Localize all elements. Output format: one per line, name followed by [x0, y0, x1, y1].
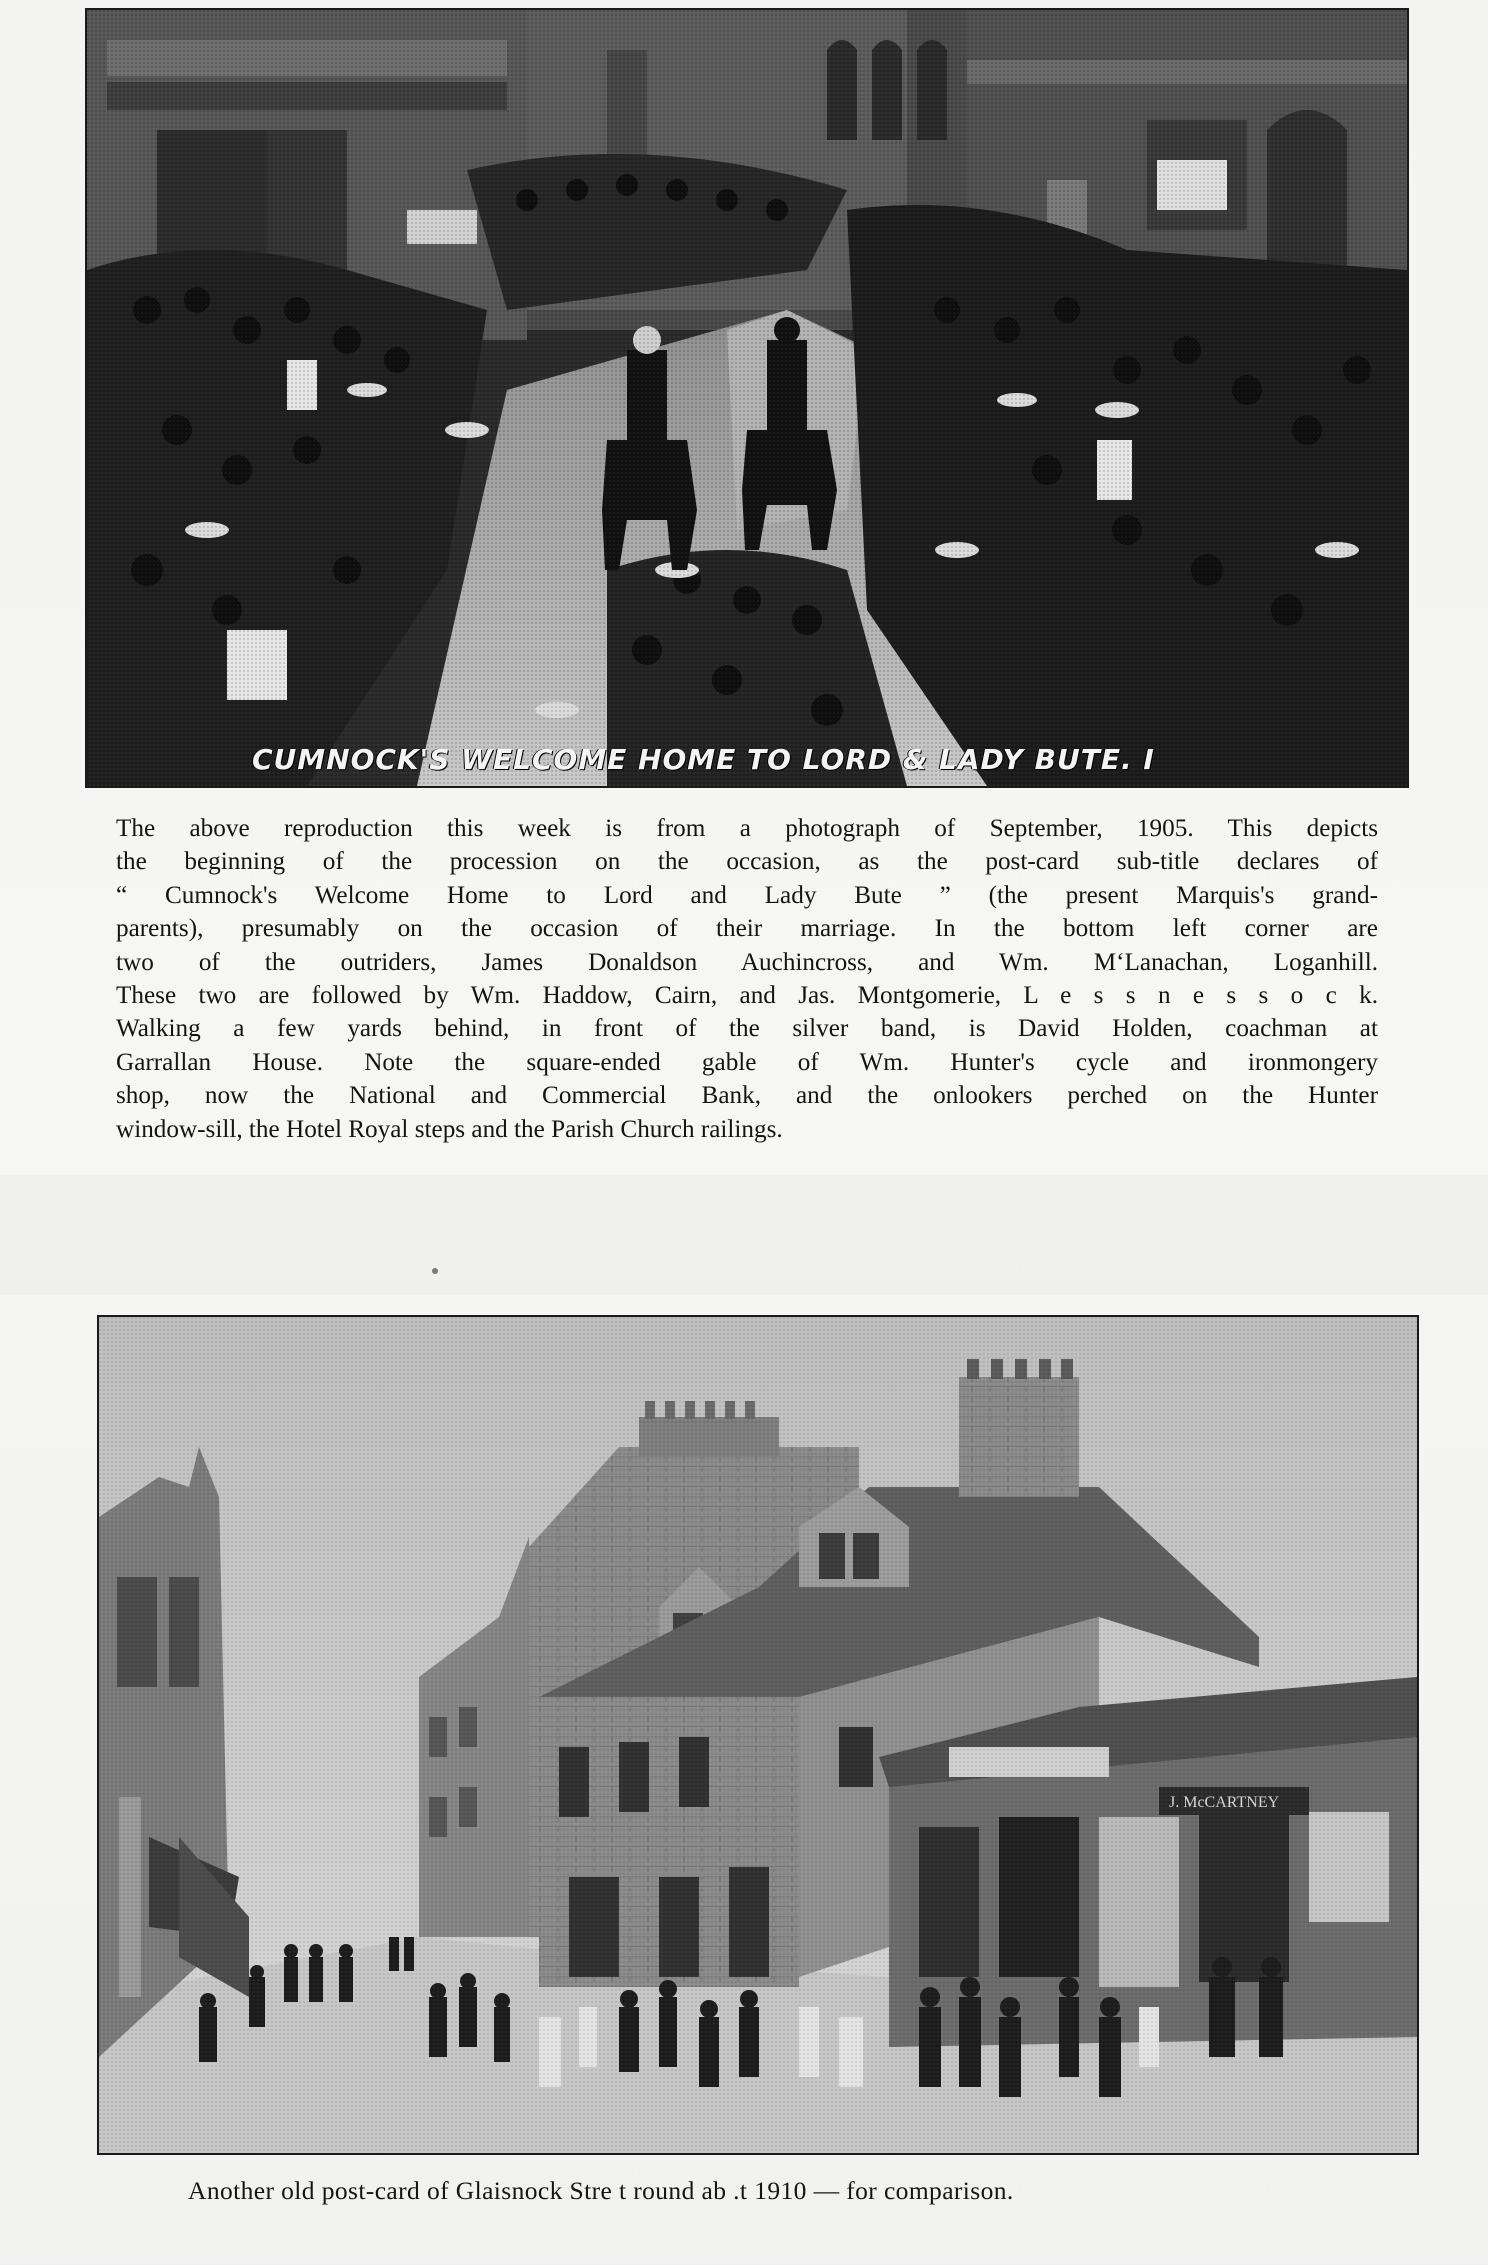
- glaisnock-street-photograph: [97, 1315, 1419, 2155]
- article-line: Garrallan House. Note the square-ended gable of Wm. Hunter's cycle and ironmongery: [116, 1048, 1378, 1076]
- article-line: two of the outriders, James Donaldson Auchincross, and Wm. M‘Lanachan, Loganhill.: [116, 948, 1378, 976]
- article-line: parents), presumably on the occasion of their marriage. In the bottom left corner are: [116, 915, 1378, 943]
- article-line: These two are followed by Wm. Haddow, Cairn, and Jas. Montgomerie, L e s s n e s s o c k.: [116, 982, 1378, 1010]
- article-line: window-sill, the Hotel Royal steps and the Parish Church railings.: [116, 1115, 783, 1143]
- article-line: shop, now the National and Commercial Bank, and the onlookers perched on the Hunter: [116, 1082, 1378, 1110]
- article-line: Walking a few yards behind, in front of the silver band, is David Holden, coachman at: [116, 1015, 1378, 1043]
- procession-scene: [87, 10, 1407, 786]
- article-text: [116, 812, 1378, 1146]
- street-scene: [99, 1317, 1417, 2153]
- postcard-caption: Another old post-card of Glaisnock Stre t round ab .t 1910 — for comparison.: [188, 2176, 1014, 2205]
- article-line: The above reproduction this week is from a photograph of September, 1905. This depicts: [116, 815, 1378, 842]
- postcard-subtitle: CUMNOCK'S WELCOME HOME TO LORD & LADY BUTE. I: [252, 743, 1155, 776]
- article-line: “ Cumnock's Welcome Home to Lord and Lady Bute ” (the present Marquis's grand-: [116, 881, 1378, 909]
- paper-fold: [0, 1175, 1488, 1295]
- procession-photograph: [85, 8, 1409, 788]
- paper-speck: [432, 1268, 438, 1274]
- article-line: the beginning of the procession on the occasion, as the post-card sub-title declares of: [116, 848, 1378, 876]
